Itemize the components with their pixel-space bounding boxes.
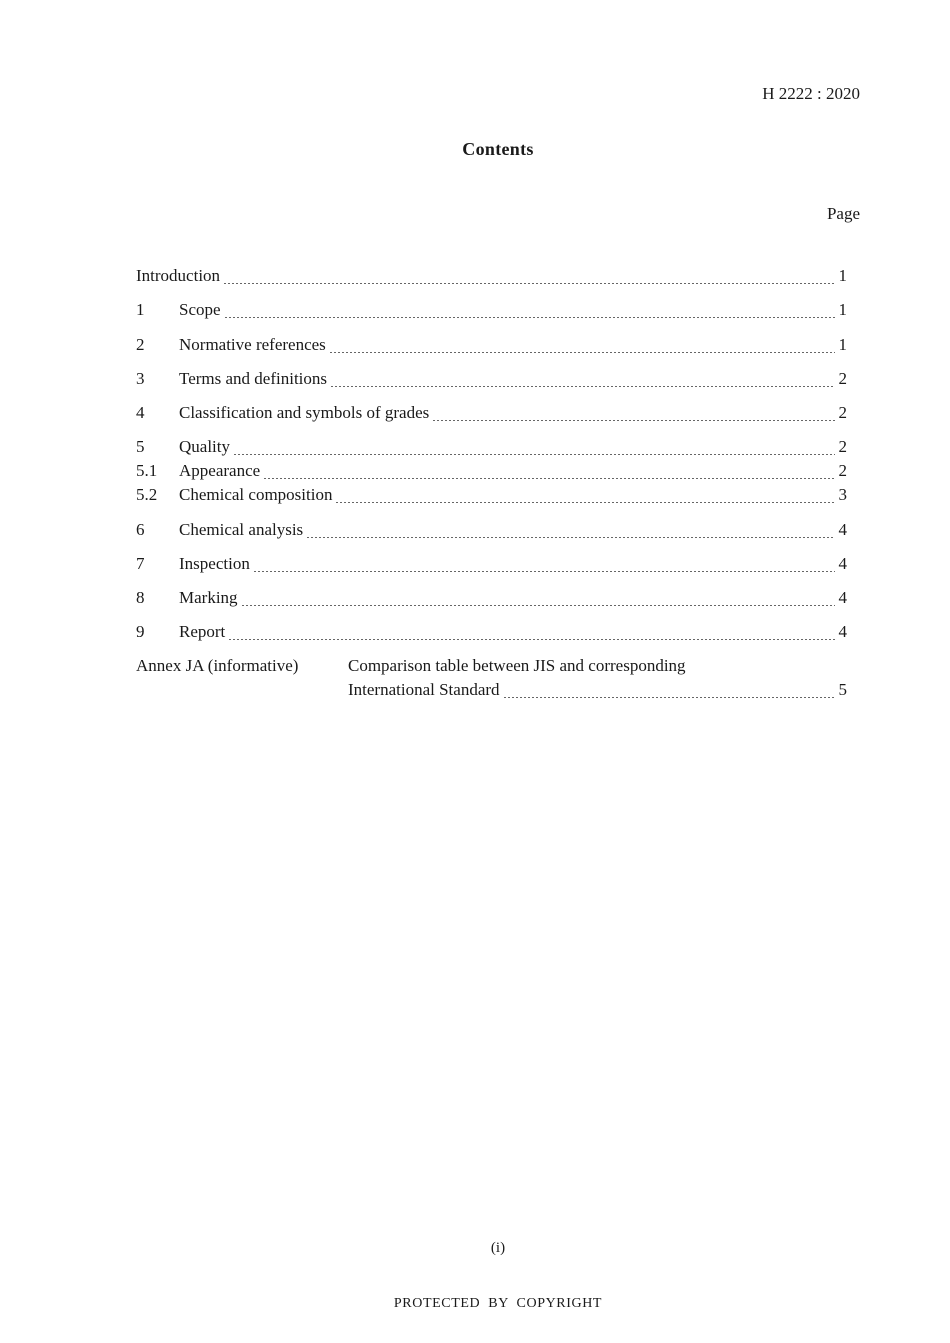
footer-page-number: (i)	[490, 1240, 506, 1256]
toc-entry-page: 4	[838, 588, 847, 607]
dot-leader	[228, 639, 835, 640]
toc-entry-scope[interactable]	[136, 300, 847, 324]
toc-entry-number: 2	[136, 335, 145, 354]
dot-leader	[503, 697, 835, 698]
toc-entry-page: 3	[838, 485, 847, 504]
dot-leader	[306, 537, 835, 538]
toc-entry-label: Introduction	[136, 266, 221, 285]
toc-entry-page: 2	[838, 403, 847, 422]
toc-entry-introduction[interactable]	[136, 266, 847, 290]
toc-entry-number: 9	[136, 622, 145, 641]
toc-entry-page: 1	[838, 300, 847, 319]
toc-entry-terms-and-definitions[interactable]	[136, 369, 847, 393]
toc-entry-label: Scope	[179, 300, 221, 319]
toc-entry-number: 8	[136, 588, 145, 607]
dot-leader	[224, 317, 835, 318]
toc-entry-number: 6	[136, 520, 145, 539]
toc-entry-number: 3	[136, 369, 145, 388]
toc-entry-label: Marking	[179, 588, 238, 607]
toc-entry-quality[interactable]	[136, 437, 847, 461]
dot-leader	[330, 386, 835, 387]
toc-entry-report[interactable]	[136, 622, 847, 646]
toc-entry-inspection[interactable]	[136, 554, 847, 578]
toc-entry-appearance[interactable]	[136, 461, 847, 485]
toc-entry-marking[interactable]	[136, 588, 847, 612]
toc-entry-page: 4	[838, 622, 847, 641]
toc-entry-page: 4	[838, 520, 847, 539]
toc-entry-page: 2	[838, 437, 847, 456]
document-number: H 2222 : 2020	[762, 84, 860, 103]
toc-entry-chemical-composition[interactable]	[136, 485, 847, 509]
annex-title-line2: International Standard	[348, 680, 500, 699]
toc-entry-page: 2	[838, 369, 847, 388]
toc-entry-label: Normative references	[179, 335, 326, 354]
toc-entry-number: 1	[136, 300, 145, 319]
toc-entry-page: 5	[838, 680, 847, 699]
dot-leader	[253, 571, 835, 572]
dot-leader	[329, 352, 835, 353]
toc-entry-number: 4	[136, 403, 145, 422]
dot-leader	[233, 454, 835, 455]
toc-entry-label: Quality	[179, 437, 230, 456]
annex-prefix: Annex JA (informative)	[136, 656, 299, 675]
toc-entry-label: Terms and definitions	[179, 369, 328, 388]
toc-entry-normative-references[interactable]	[136, 335, 847, 359]
toc-entry-number: 7	[136, 554, 145, 573]
toc-entry-label: Chemical analysis	[179, 520, 304, 539]
toc-entry-label: Classification and symbols of grades	[179, 403, 430, 422]
toc-entry-page: 1	[838, 266, 847, 285]
page-column-heading: Page	[826, 204, 860, 223]
toc-entry-page: 1	[838, 335, 847, 354]
toc-entry-label: Inspection	[179, 554, 250, 573]
toc-entry-chemical-analysis[interactable]	[136, 520, 847, 544]
dot-leader	[335, 502, 835, 503]
page-title: Contents	[462, 139, 534, 159]
toc-entry-page: 2	[838, 461, 847, 480]
toc-entry-classification[interactable]	[136, 403, 847, 427]
dot-leader	[432, 420, 835, 421]
dot-leader	[241, 605, 835, 606]
dot-leader	[223, 283, 835, 284]
toc-entry-number: 5.1	[136, 461, 158, 480]
copyright-notice: PROTECTED BY COPYRIGHT	[393, 1296, 603, 1311]
toc-entry-label: Chemical composition	[179, 485, 333, 504]
annex-title-line1: Comparison table between JIS and corresponding	[348, 656, 686, 675]
toc-entry-label: Report	[179, 622, 226, 641]
toc-entry-number: 5.2	[136, 485, 158, 504]
toc-entry-number: 5	[136, 437, 145, 456]
toc-entry-annex-ja-continued[interactable]	[136, 680, 847, 704]
toc-entry-page: 4	[838, 554, 847, 573]
dot-leader	[263, 478, 835, 479]
toc-entry-annex-ja[interactable]	[136, 656, 847, 680]
toc-entry-label: Appearance	[179, 461, 261, 480]
